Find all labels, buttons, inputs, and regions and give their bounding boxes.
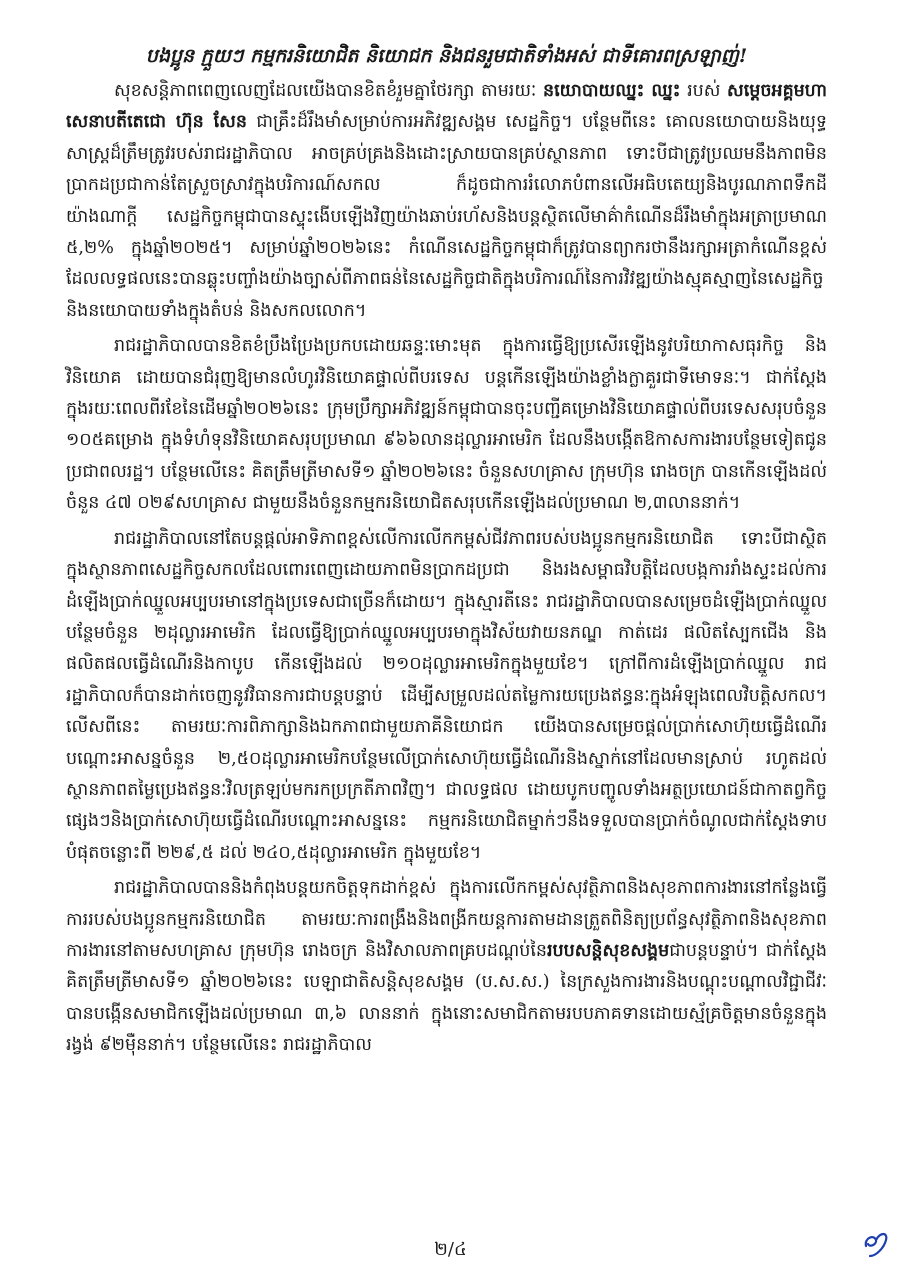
page-number: ២/៤ — [434, 1239, 467, 1260]
emphasized-text: របបសន្តិសុខសង្គម — [547, 940, 670, 961]
body-paragraph — [66, 873, 827, 1061]
paragraph-text: រាជរដ្ឋាភិបាលបានខិតខំប្រឹងប្រែងប្រកបដោយឆន្ទៈមោះមុត ក្នុងការធ្វើឱ្យប្រសើរឡើងនូវបរិយាកាសធុរកិច្ច និងវិនិយោគ ដោយបានជំរុញឱ្យមានលំហូរវិនិយោគផ្ទាល់ពីបរទេស បន្តកើនឡើងយ៉ាងខ្លាំងក្លាគួរជាទីមោទនៈ។ ជាក់ស្តែង ក្នុងរយៈពេលពីរខែនៃដើមឆ្នាំ២០២៦នេះ ក្រុមប្រឹក្សាអភិវឌ្ឍន៍កម្ពុជាបានចុះបញ្ជីគម្រោងវិនិយោគផ្ទាល់ពីបរទេសសរុបចំនួន ១០៥គម្រោង ក្នុងទំហំទុនវិនិយោគសរុបប្រមាណ ៩៦៦លានដុល្លារអាមេរិក ដែលនឹងបង្កើតឱកាសការងារបន្ថែមទៀតជូនប្រជាពលរដ្ឋ។ បន្ថែមលើនេះ គិតត្រឹមត្រីមាសទី១ ឆ្នាំ២០២៦នេះ ចំនួនសហគ្រាស ក្រុមហ៊ុន រោងចក្រ បានកើនឡើងដល់ចំនួន ៤៧ ០២៩សហគ្រាស ជាមួយនឹងចំនួនកម្មករនិយោជិតសរុបកើនឡើងដល់ប្រមាណ ២,៣លាននាក់។ — [66, 336, 827, 514]
emphasized-text: នយោបាយឈ្នះ ឈ្នះ — [543, 81, 681, 101]
paragraph-text: ជាបន្តបន្ទាប់។ ជាក់ស្តែង គិតត្រឹមត្រីមាសទី១ ឆ្នាំ២០២៦នេះ បេឡាជាតិសន្តិសុខសង្គម (ប.ស.ស.) នៃក្រសួងការងារនិងបណ្តុះបណ្តាលវិជ្ជាជីវៈបានបង្កើនសមាជិកឡើងដល់ប្រមាណ ៣,៦ លាននាក់ ក្នុងនោះសមាជិកតាមរបបភាគទានដោយស្ម័គ្រចិត្តមានចំនួនក្នុងរង្វង់ ៩២ម៉ឺននាក់។ បន្ថែមលើនេះ រាជរដ្ឋាភិបាល — [66, 940, 827, 1056]
paragraph-text: ជាគ្រឹះដ៏រឹងមាំសម្រាប់ការអភិវឌ្ឍសង្គម សេដ្ឋកិច្ច។ បន្ថែមពីនេះ គោលនយោបាយនិងយុទ្ធសាស្ត្រដ៏ត្រឹមត្រូវរបស់រាជរដ្ឋាភិបាល អាចគ្រប់គ្រងនិងដោះស្រាយបានគ្រប់ស្ថានភាព ទោះបីជាត្រូវប្រឈមនឹងភាពមិនប្រាកដប្រជាកាន់តែស្រួចស្រាវក្នុងបរិការណ៍សកល ក៏ដូចជាការរំលោភបំពានលើអធិបតេយ្យនិងបូរណភាពទឹកដីយ៉ាងណាក្តី សេដ្ឋកិច្ចកម្ពុជាបានស្ទុះងើបឡើងវិញយ៉ាងឆាប់រហ័សនិងបន្តស្ថិតលើមាគ៌ាកំណើនដ៏រឹងមាំក្នុងអត្រាប្រមាណ ៥,២% ក្នុងឆ្នាំ២០២៥។ សម្រាប់ឆ្នាំ២០២៦នេះ កំណើនសេដ្ឋកិច្ចកម្ពុជាក៏ត្រូវបានព្យាករថានឹងរក្សាអត្រាកំណើនខ្ពស់ ដែលលទ្ធផលនេះបានឆ្លុះបញ្ចាំងយ៉ាងច្បាស់ពីភាពធន់នៃសេដ្ឋកិច្ចជាតិក្នុងបរិការណ៍នៃការវិវឌ្ឍយ៉ាងស្មុគស្មាញនៃសេដ្ឋកិច្ច និងនយោបាយទាំងក្នុងតំបន់ និងសកលលោក។ — [66, 112, 828, 321]
paragraph-text: រាជរដ្ឋាភិបាលនៅតែបន្តផ្តល់អាទិភាពខ្ពស់លើការលើកកម្ពស់ជីវភាពរបស់បងប្អូនកម្មករនិយោជិត ទោះបីជាស្ថិតក្នុងស្ថានភាពសេដ្ឋកិច្ចសកលដែលពោរពេញដោយភាពមិនប្រាកដប្រជា និងរងសម្ពាធវិបត្តិដែលបង្កការរាំងស្ទះដល់ការដំឡើងប្រាក់ឈ្នួលអប្បបរមានៅក្នុងប្រទេសជាច្រើនក៏ដោយ។ ក្នុងស្មារតីនេះ រាជរដ្ឋាភិបាលបានសម្រេចដំឡើងប្រាក់ឈ្នួលបន្ថែមចំនួន ២ដុល្លារអាមេរិក ដែលធ្វើឱ្យប្រាក់ឈ្នួលអប្បបរមាក្នុងវិស័យវាយនភណ្ឌ កាត់ដេរ ផលិតស្បែកជើង និងផលិតផលធ្វើដំណើរនិងកាបូប កើនឡើងដល់ ២១០ដុល្លារអាមេរិកក្នុងមួយខែ។ ក្រៅពីការដំឡើងប្រាក់ឈ្នួល រាជរដ្ឋាភិបាលក៏បានដាក់ចេញនូវវិធានការជាបន្តបន្ទាប់ ដើម្បីសម្រួលដល់តម្លៃការយប្រេងឥន្ធនៈក្នុងអំឡុងពេលវិបត្តិសកល។ លើសពីនេះ តាមរយៈការពិភាក្សានិងឯកភាពជាមួយភាគីនិយោជក យើងបានសម្រេចផ្តល់ប្រាក់សោហ៊ុយធ្វើដំណើរបណ្តោះអាសន្នចំនួន ២,៥០ដុល្លារអាមេរិកបន្ថែមលើប្រាក់សោហ៊ុយធ្វើដំណើរនិងស្នាក់នៅដែលមានស្រាប់ រហូតដល់ស្ថានភាពតម្លៃប្រេងឥន្ធនៈវិលត្រឡប់មករកប្រក្រតីភាពវិញ។ ជាលទ្ធផល ដោយបូកបញ្ចូលទាំងអត្ថប្រយោជន៍ជាកាតព្វកិច្ចផ្សេងៗនិងប្រាក់សោហ៊ុយធ្វើដំណើរបណ្តោះអាសន្ននេះ កម្មករនិយោជិតម្នាក់ៗនឹងទទួលបានប្រាក់ចំណូលជាក់ស្តែងទាបបំផុតចន្លោះពី ២២៩,៥ ដល់ ២៤០,៥ដុល្លារអាមេរិក ក្នុងមួយខែ។ — [66, 528, 827, 863]
emphasized-text: សម្តេចអគ្គមហាសេនាបតីតេជោ ហ៊ុន សែន — [66, 81, 828, 133]
body-paragraph — [66, 76, 827, 327]
body-paragraph — [66, 331, 827, 519]
initial-signature-mark — [858, 1226, 892, 1260]
document-body — [66, 76, 827, 1062]
salutation-heading: បងប្អូន ក្មួយៗ កម្មករនិយោជិត និយោជក និងជនរួមជាតិទាំងអស់ ជាទីគោរពស្រឡាញ់! — [145, 45, 748, 67]
body-paragraph — [66, 524, 827, 869]
paragraph-text: របស់ — [680, 81, 728, 101]
paragraph-text: រាជរដ្ឋាភិបាលបាននិងកំពុងបន្តយកចិត្តទុកដាក់ខ្ពស់ ក្នុងការលើកកម្ពស់សុវត្ថិភាពនិងសុខភាពការងារនៅកន្លែងធ្វើការរបស់បងប្អូនកម្មករនិយោជិត តាមរយៈការពង្រឹងនិងពង្រីកយន្តការតាមដានត្រួតពិនិត្យប្រព័ន្ធសុវត្ថិភាពនិងសុខភាពការងារនៅតាមសហគ្រាស ក្រុមហ៊ុន រោងចក្រ និងវិសាលភាពគ្របដណ្តប់នៃ — [66, 878, 827, 961]
paragraph-text: សុខសន្តិភាពពេញលេញដែលយើងបានខិតខំរួមគ្នាថែរក្សា តាមរយៈ — [114, 81, 543, 101]
